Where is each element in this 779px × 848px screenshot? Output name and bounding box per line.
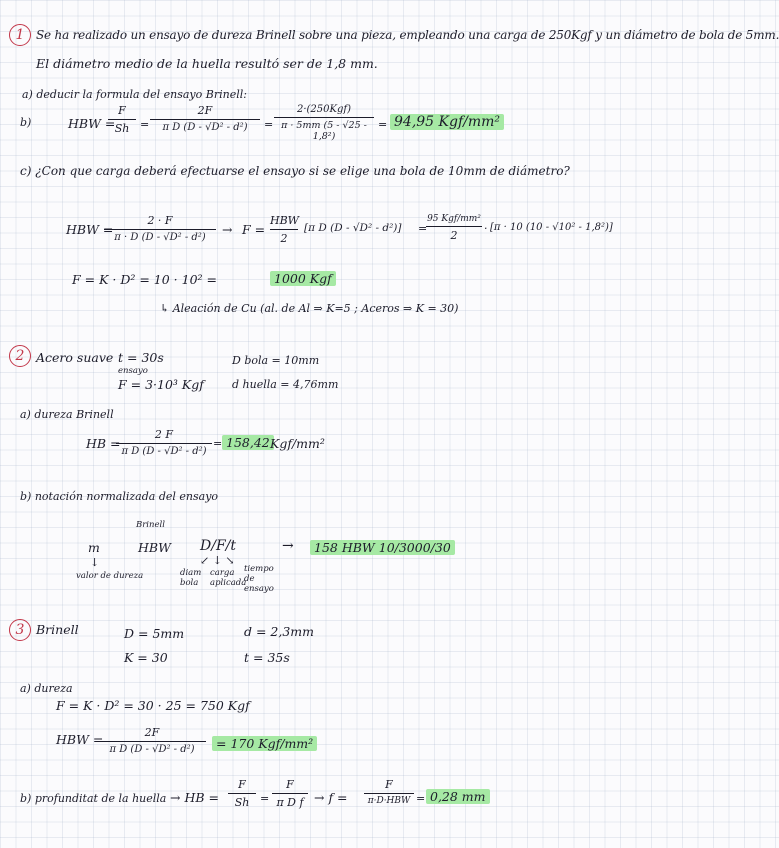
p1-c-bracket2: [π · 10 (10 - √10² - 1,8²)] — [490, 222, 613, 233]
p2-F: F = 3·10³ Kgf — [118, 377, 204, 392]
p3-b-result: 0,28 mm — [426, 789, 490, 804]
problem-2-number: 2 — [9, 345, 31, 367]
p2-n-arrow-down-m: ↓ — [90, 556, 100, 569]
p2-a-frac — [116, 428, 212, 457]
p3-b-frac3-den: π·D·HBW — [367, 796, 411, 806]
p2-a-hb: HB = — [86, 436, 121, 451]
p2-n-hbw: HBW — [138, 540, 171, 555]
p2-n-carga: carga aplicada — [210, 568, 247, 588]
p3-D: D = 5mm — [124, 626, 185, 641]
p1-c-frac2-den: 2 — [280, 232, 288, 245]
p2-a-unit: Kgf/mm² — [270, 436, 325, 451]
p1-c-frac1-num: 2 · F — [147, 214, 173, 227]
p3-b-hb: → HB = — [170, 790, 219, 805]
p1-b-frac3-den: π · 5mm (5 - √25 - 1,8²) — [281, 120, 367, 142]
p1-b-frac2-num: 2F — [197, 104, 213, 117]
p3-b-frac1-num: F — [238, 778, 246, 791]
p2-n-result: 158 HBW 10/3000/30 — [310, 540, 455, 555]
p1-part-b-label: b) — [20, 116, 32, 129]
p3-title: Brinell — [36, 622, 79, 637]
p2-t: t = 30s — [118, 350, 164, 365]
p1-b-frac2 — [150, 104, 260, 133]
p3-a-hbw: HBW = — [56, 732, 104, 747]
problem-1-statement-line2: El diámetro medio de la huella resultó ser de 1,8 mm. — [36, 56, 378, 71]
p2-n-diam: diam bola — [180, 568, 202, 588]
p2-n-tiempo: tiempo de ensayo — [244, 564, 274, 594]
p1-b-eq1: = — [140, 118, 150, 131]
p2-a-frac-num: 2 F — [154, 428, 174, 441]
p2-dhuella: d huella = 4,76mm — [232, 378, 339, 391]
p1-b-frac3-num: 2·(250Kgf) — [296, 104, 351, 115]
p1-b-result: 94,95 Kgf/mm² — [390, 114, 504, 130]
p3-t: t = 35s — [244, 650, 290, 665]
p2-a-result: 158,42 — [222, 435, 274, 450]
p3-b-frac3-num: F — [385, 778, 393, 791]
p2-part-b-label: b) notación normalizada del ensayo — [20, 490, 219, 503]
p1-c-frac2-num: HBW — [270, 214, 299, 227]
p1-part-c-label: c) ¿Con que carga deberá efectuarse el ensayo si se elige una bola de 10mm de diámetro? — [20, 164, 570, 178]
p2-n-arrow: → — [282, 538, 294, 554]
p1-b-frac1-num: F — [118, 104, 126, 117]
p1-c-frac3 — [426, 214, 482, 242]
p1-c-eq: = — [418, 222, 428, 235]
p3-a-F: F = K · D² = 30 · 25 = 750 Kgf — [56, 698, 250, 713]
problem-1-number: 1 — [9, 24, 31, 46]
p2-n-m: m — [88, 540, 100, 555]
p1-b-frac1-den: Sh — [114, 122, 130, 135]
p1-b-eq3: = — [378, 118, 388, 131]
p1-c-bracket: [π D (D - √D² - d²)] — [304, 222, 402, 234]
p1-c-K-result: 1000 Kgf — [270, 271, 336, 286]
p1-b-eq2: = — [264, 118, 274, 131]
p1-b-frac1 — [108, 104, 136, 135]
p1-c-frac2 — [270, 214, 298, 245]
p3-b-frac1-den: Sh — [234, 796, 250, 809]
p1-c-hbw: HBW = — [66, 222, 114, 237]
p3-a-frac — [98, 726, 206, 755]
problem-1-statement-line1: Se ha realizado un ensayo de dureza Brinell sobre una pieza, empleando una carga de 250Kgf y un diámetro de bola de 5mm. — [36, 28, 779, 42]
p2-n-dft: D/F/t — [200, 538, 236, 554]
p1-c-dot: · — [484, 222, 488, 235]
p1-b-hbw: HBW = — [68, 116, 116, 131]
p1-c-arrow: → — [222, 222, 233, 237]
p3-b-eq2: = — [416, 792, 426, 805]
p3-b-frac2-num: F — [286, 778, 294, 791]
p1-c-frac3-den: 2 — [450, 229, 458, 242]
p2-t-sub: ensayo — [118, 366, 148, 376]
p2-n-brinell: Brinell — [136, 520, 165, 530]
p2-Dbola: D bola = 10mm — [232, 354, 320, 367]
p1-b-frac3 — [274, 104, 374, 142]
p2-a-eq: = — [213, 437, 223, 450]
p1-c-F: F = — [242, 222, 266, 237]
problem-3-number: 3 — [9, 619, 31, 641]
p2-a-frac-den: π D (D - √D² - d²) — [121, 446, 207, 457]
p2-n-arrows-dft: ↙ ↓ ↘ — [200, 554, 235, 567]
p3-b-frac2-den: π D f — [276, 796, 304, 809]
p3-b-eq: = — [260, 792, 270, 805]
p3-d: d = 2,3mm — [244, 624, 315, 639]
p2-n-valor: valor de dureza — [76, 571, 144, 581]
p1-c-K-formula: F = K · D² = 10 · 10² = — [72, 272, 217, 287]
p3-b-frac2 — [272, 778, 308, 809]
p3-a-frac-num: 2F — [144, 726, 160, 739]
p3-K: K = 30 — [124, 650, 168, 665]
p3-b-frac1 — [228, 778, 256, 809]
p1-c-frac1 — [104, 214, 216, 243]
p1-c-frac3-num: 95 Kgf/mm² — [427, 214, 481, 224]
p2-title: Acero suave — [36, 350, 114, 365]
p3-part-a-label: a) dureza — [20, 682, 73, 695]
p3-b-frac3 — [364, 778, 414, 806]
p3-b-arrow: → f = — [314, 790, 348, 805]
p3-a-result: = 170 Kgf/mm² — [212, 736, 317, 751]
p1-c-frac1-den: π · D (D - √D² - d²) — [114, 232, 206, 243]
p3-part-b-label: b) profunditat de la huella — [20, 792, 167, 805]
p3-a-frac-den: π D (D - √D² - d²) — [109, 744, 195, 755]
p1-part-a-label: a) deducir la formula del ensayo Brinell: — [22, 88, 247, 101]
p1-c-note: ↳ Aleación de Cu (al. de Al ⇒ K=5 ; Aceros ⇒ K = 30) — [160, 302, 459, 315]
p1-b-frac2-den: π D (D - √D² - d²) — [162, 122, 248, 133]
p2-part-a-label: a) dureza Brinell — [20, 408, 114, 421]
